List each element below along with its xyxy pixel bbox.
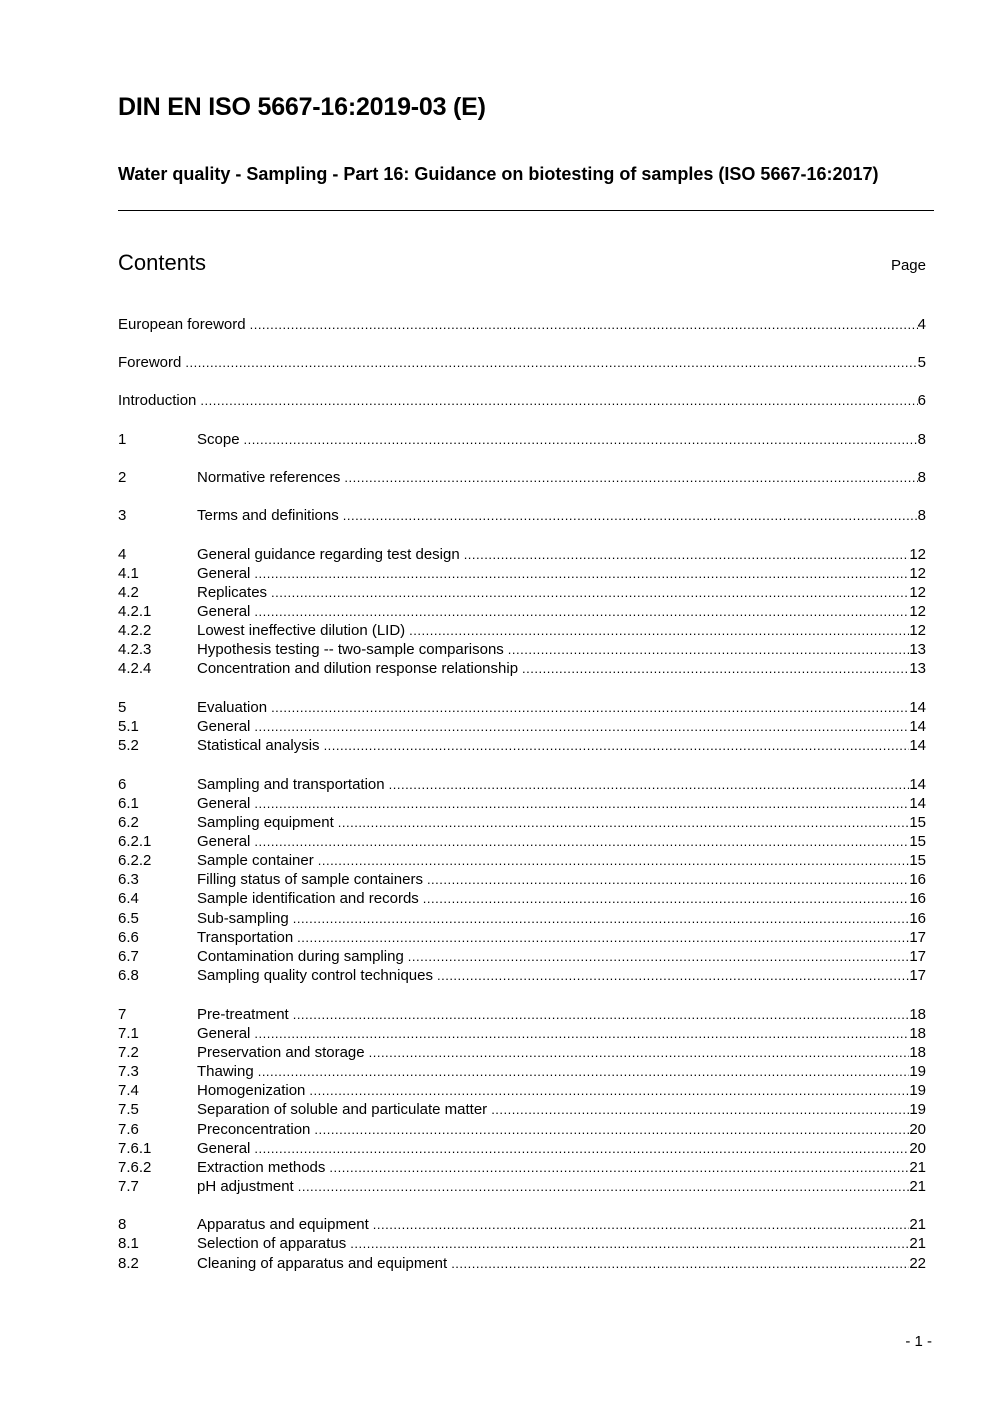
toc-entry-title: Sample container xyxy=(197,852,314,869)
toc-entry-page: 15 xyxy=(909,833,926,850)
toc-entry[interactable] xyxy=(118,909,926,928)
toc-entry-page: 14 xyxy=(909,718,926,735)
toc-dot-leader xyxy=(293,909,910,928)
toc-entry-number: 6.6 xyxy=(118,929,139,946)
toc-dot-leader xyxy=(258,1062,910,1081)
toc-dot-leader xyxy=(437,966,909,985)
toc-entry-title: Evaluation xyxy=(197,699,268,716)
toc-entry-title: General xyxy=(197,603,251,620)
toc-dot-leader xyxy=(369,1043,910,1062)
toc-entry[interactable] xyxy=(118,1215,926,1234)
toc-entry-title: General xyxy=(197,1025,251,1042)
toc-entry-title: Sub-sampling xyxy=(197,910,289,927)
toc-entry-page: 17 xyxy=(909,929,926,946)
toc-entry-number: 6.2 xyxy=(118,814,139,831)
toc-dot-leader xyxy=(254,1024,909,1043)
toc-entry-page: 17 xyxy=(909,948,926,965)
toc-entry-number: 1 xyxy=(118,431,127,448)
toc-dot-leader xyxy=(451,1254,909,1273)
toc-entry-title: Normative references xyxy=(197,469,341,486)
toc-entry-title: Thawing xyxy=(197,1063,254,1080)
toc-entry-title: Separation of soluble and particulate matter xyxy=(197,1101,488,1118)
toc-entry-title: Extraction methods xyxy=(197,1159,326,1176)
toc-entry-title: Sample identification and records xyxy=(197,890,419,907)
title-divider xyxy=(118,210,934,211)
toc-dot-leader xyxy=(324,736,910,755)
toc-entry-page: 19 xyxy=(909,1063,926,1080)
toc-entry-number: 5.1 xyxy=(118,718,139,735)
toc-entry-number: 8 xyxy=(118,1216,127,1233)
toc-dot-leader xyxy=(254,564,909,583)
toc-entry-number: 6.7 xyxy=(118,948,139,965)
toc-entry-page: 12 xyxy=(909,603,926,620)
contents-heading: Contents xyxy=(118,250,207,275)
toc-entry-number: 6.8 xyxy=(118,967,139,984)
toc-entry[interactable] xyxy=(118,621,926,640)
toc-entry-title: Scope xyxy=(197,431,240,448)
toc-entry[interactable] xyxy=(118,966,926,985)
toc-entry-number: 4.2.3 xyxy=(118,641,152,658)
toc-entry-number: 8.1 xyxy=(118,1235,139,1252)
toc-entry[interactable] xyxy=(118,430,926,449)
toc-entry-page: 8 xyxy=(917,431,926,448)
toc-entry-title: Apparatus and equipment xyxy=(197,1216,369,1233)
toc-entry-page: 12 xyxy=(909,622,926,639)
toc-dot-leader xyxy=(408,947,910,966)
toc-entry-page: 16 xyxy=(909,910,926,927)
toc-entry[interactable] xyxy=(118,1254,926,1273)
toc-dot-leader xyxy=(254,794,909,813)
toc-entry-number: 7.4 xyxy=(118,1082,139,1099)
toc-entry-title: Concentration and dilution response relationship xyxy=(197,660,519,677)
toc-dot-leader xyxy=(271,698,909,717)
toc-entry[interactable] xyxy=(118,545,926,564)
toc-entry-number: 5.2 xyxy=(118,737,139,754)
toc-entry-title: Transportation xyxy=(197,929,294,946)
toc-entry[interactable] xyxy=(118,659,926,678)
toc-entry[interactable] xyxy=(118,794,926,813)
toc-entry-title: Preconcentration xyxy=(197,1121,311,1138)
toc-dot-leader xyxy=(329,1158,909,1177)
toc-dot-leader xyxy=(293,1005,910,1024)
toc-entry-page: 15 xyxy=(909,852,926,869)
toc-entry-title: Statistical analysis xyxy=(197,737,320,754)
toc-entry-page: 16 xyxy=(909,871,926,888)
toc-entry-title: Terms and definitions xyxy=(197,507,339,524)
toc-entry-page: 12 xyxy=(909,584,926,601)
toc-entry-page: 22 xyxy=(909,1255,926,1272)
toc-entry-number: 3 xyxy=(118,507,127,524)
toc-entry-title: Sampling equipment xyxy=(197,814,334,831)
toc-dot-leader xyxy=(200,391,917,410)
toc-dot-leader xyxy=(373,1215,910,1234)
document-id: DIN EN ISO 5667-16:2019-03 (E) xyxy=(118,93,486,121)
toc-entry[interactable] xyxy=(118,468,926,487)
toc-entry[interactable] xyxy=(118,564,926,583)
toc-dot-leader xyxy=(254,832,909,851)
toc-dot-leader xyxy=(343,506,918,525)
toc-dot-leader xyxy=(344,468,917,487)
toc-entry[interactable] xyxy=(118,506,926,525)
toc-entry-title: General xyxy=(197,833,251,850)
toc-entry-number: 4.2.1 xyxy=(118,603,152,620)
toc-entry-page: 21 xyxy=(909,1235,926,1252)
toc-entry-title: Homogenization xyxy=(197,1082,306,1099)
toc-entry-page: 13 xyxy=(909,641,926,658)
toc-entry-page: 18 xyxy=(909,1044,926,1061)
toc-dot-leader xyxy=(508,640,910,659)
toc-entry-page: 20 xyxy=(909,1140,926,1157)
toc-entry[interactable] xyxy=(118,583,926,602)
toc-entry-page: 13 xyxy=(909,660,926,677)
page-column-label: Page xyxy=(890,257,926,274)
toc-entry-page: 19 xyxy=(909,1101,926,1118)
toc-entry[interactable] xyxy=(118,1024,926,1043)
toc-entry[interactable] xyxy=(118,889,926,908)
toc-entry-page: 18 xyxy=(909,1006,926,1023)
toc-entry[interactable] xyxy=(118,1120,926,1139)
toc-dot-leader xyxy=(522,659,909,678)
toc-entry[interactable] xyxy=(118,813,926,832)
toc-entry-title: Filling status of sample containers xyxy=(197,871,423,888)
toc-dot-leader xyxy=(409,621,909,640)
toc-entry[interactable] xyxy=(118,1139,926,1158)
toc-entry[interactable] xyxy=(118,1081,926,1100)
toc-entry-number: 8.2 xyxy=(118,1255,139,1272)
toc-entry-page: 18 xyxy=(909,1025,926,1042)
toc-dot-leader xyxy=(423,889,910,908)
toc-dot-leader xyxy=(298,1177,910,1196)
toc-entry-title: Selection of apparatus xyxy=(197,1235,347,1252)
toc-entry[interactable] xyxy=(118,832,926,851)
toc-entry-page: 14 xyxy=(909,699,926,716)
toc-entry-number: 4 xyxy=(118,546,127,563)
toc-entry-number: 7 xyxy=(118,1006,127,1023)
toc-entry-number: 7.6 xyxy=(118,1121,139,1138)
toc-dot-leader xyxy=(318,851,910,870)
toc-entry-page: 5 xyxy=(917,354,926,371)
toc-entry-page: 21 xyxy=(909,1216,926,1233)
toc-entry-number: 7.1 xyxy=(118,1025,139,1042)
toc-entry-title: Pre-treatment xyxy=(197,1006,289,1023)
toc-entry-page: 8 xyxy=(917,507,926,524)
toc-entry-page: 21 xyxy=(909,1178,926,1195)
toc-entry[interactable] xyxy=(118,698,926,717)
toc-entry-title: General xyxy=(197,1140,251,1157)
toc-dot-leader xyxy=(254,717,909,736)
toc-entry-number: 4.1 xyxy=(118,565,139,582)
document-title: Water quality - Sampling - Part 16: Guidance on biotesting of samples (ISO 5667-16:2017) xyxy=(118,164,879,184)
toc-entry-number: 7.6.1 xyxy=(118,1140,152,1157)
toc-entry-number: 7.6.2 xyxy=(118,1159,152,1176)
toc-entry[interactable] xyxy=(118,928,926,947)
toc-dot-leader xyxy=(464,545,910,564)
toc-entry-number: 6.2.1 xyxy=(118,833,152,850)
toc-entry-title: Replicates xyxy=(197,584,268,601)
toc-dot-leader xyxy=(254,602,909,621)
toc-entry-number: 4.2.4 xyxy=(118,660,152,677)
toc-entry[interactable] xyxy=(118,1100,926,1119)
toc-dot-leader xyxy=(389,775,910,794)
toc-dot-leader xyxy=(271,583,909,602)
toc-entry-title: European foreword xyxy=(118,316,246,333)
toc-entry-page: 12 xyxy=(909,565,926,582)
toc-dot-leader xyxy=(244,430,918,449)
toc-dot-leader xyxy=(254,1139,909,1158)
page-number: - 1 - xyxy=(905,1333,932,1350)
toc-entry-title: Introduction xyxy=(118,392,197,409)
toc-entry[interactable] xyxy=(118,1043,926,1062)
toc-entry-page: 17 xyxy=(909,967,926,984)
toc-entry-page: 14 xyxy=(909,737,926,754)
toc-entry-page: 15 xyxy=(909,814,926,831)
toc-entry-number: 4.2.2 xyxy=(118,622,152,639)
toc-entry-number: 7.3 xyxy=(118,1063,139,1080)
toc-entry-title: General guidance regarding test design xyxy=(197,546,460,563)
toc-dot-leader xyxy=(309,1081,909,1100)
toc-dot-leader xyxy=(297,928,909,947)
toc-entry-number: 7.7 xyxy=(118,1178,139,1195)
toc-entry[interactable] xyxy=(118,851,926,870)
toc-entry-number: 6.1 xyxy=(118,795,139,812)
toc-entry-page: 14 xyxy=(909,795,926,812)
toc-entry[interactable] xyxy=(118,870,926,889)
toc-entry-page: 14 xyxy=(909,776,926,793)
toc-entry-page: 12 xyxy=(909,546,926,563)
toc-dot-leader xyxy=(338,813,910,832)
toc-entry-page: 21 xyxy=(909,1159,926,1176)
toc-entry-title: General xyxy=(197,565,251,582)
toc-entry[interactable] xyxy=(118,1177,926,1196)
toc-dot-leader xyxy=(250,315,918,334)
toc-entry-title: pH adjustment xyxy=(197,1178,294,1195)
toc-entry-title: Sampling quality control techniques xyxy=(197,967,433,984)
toc-entry[interactable] xyxy=(118,947,926,966)
toc-entry[interactable] xyxy=(118,353,926,372)
toc-entry-page: 16 xyxy=(909,890,926,907)
toc-dot-leader xyxy=(491,1100,909,1119)
toc-entry-title: Hypothesis testing -- two-sample comparisons xyxy=(197,641,504,658)
toc-entry[interactable] xyxy=(118,717,926,736)
toc-entry-page: 8 xyxy=(917,469,926,486)
toc-entry-number: 2 xyxy=(118,469,127,486)
toc-entry[interactable] xyxy=(118,315,926,334)
toc-entry-page: 6 xyxy=(917,392,926,409)
toc-entry-number: 7.5 xyxy=(118,1101,139,1118)
toc-dot-leader xyxy=(427,870,909,889)
toc-dot-leader xyxy=(314,1120,909,1139)
toc-entry-number: 5 xyxy=(118,699,127,716)
toc-entry-title: Sampling and transportation xyxy=(197,776,385,793)
toc-entry-page: 20 xyxy=(909,1121,926,1138)
toc-entry-number: 6.5 xyxy=(118,910,139,927)
toc-entry[interactable] xyxy=(118,1005,926,1024)
toc-entry-title: Cleaning of apparatus and equipment xyxy=(197,1255,448,1272)
toc-entry[interactable] xyxy=(118,1158,926,1177)
toc-entry-title: General xyxy=(197,718,251,735)
toc-entry-title: General xyxy=(197,795,251,812)
toc-entry-page: 19 xyxy=(909,1082,926,1099)
toc-entry-number: 6 xyxy=(118,776,127,793)
toc-entry-number: 6.3 xyxy=(118,871,139,888)
toc-dot-leader xyxy=(185,353,917,372)
toc-entry-title: Preservation and storage xyxy=(197,1044,365,1061)
toc-entry[interactable] xyxy=(118,1062,926,1081)
toc-entry[interactable] xyxy=(118,391,926,410)
toc-entry-number: 7.2 xyxy=(118,1044,139,1061)
toc-entry[interactable] xyxy=(118,602,926,621)
toc-entry[interactable] xyxy=(118,775,926,794)
toc-entry-title: Contamination during sampling xyxy=(197,948,404,965)
toc-entry[interactable] xyxy=(118,736,926,755)
toc-entry-page: 4 xyxy=(917,316,926,333)
toc-entry[interactable] xyxy=(118,1234,926,1253)
toc-entry-number: 6.4 xyxy=(118,890,139,907)
toc-dot-leader xyxy=(350,1234,909,1253)
toc-entry[interactable] xyxy=(118,640,926,659)
toc-entry-number: 4.2 xyxy=(118,584,139,601)
toc-entry-title: Lowest ineffective dilution (LID) xyxy=(197,622,406,639)
toc-entry-number: 6.2.2 xyxy=(118,852,152,869)
toc-entry-title: Foreword xyxy=(118,354,182,371)
